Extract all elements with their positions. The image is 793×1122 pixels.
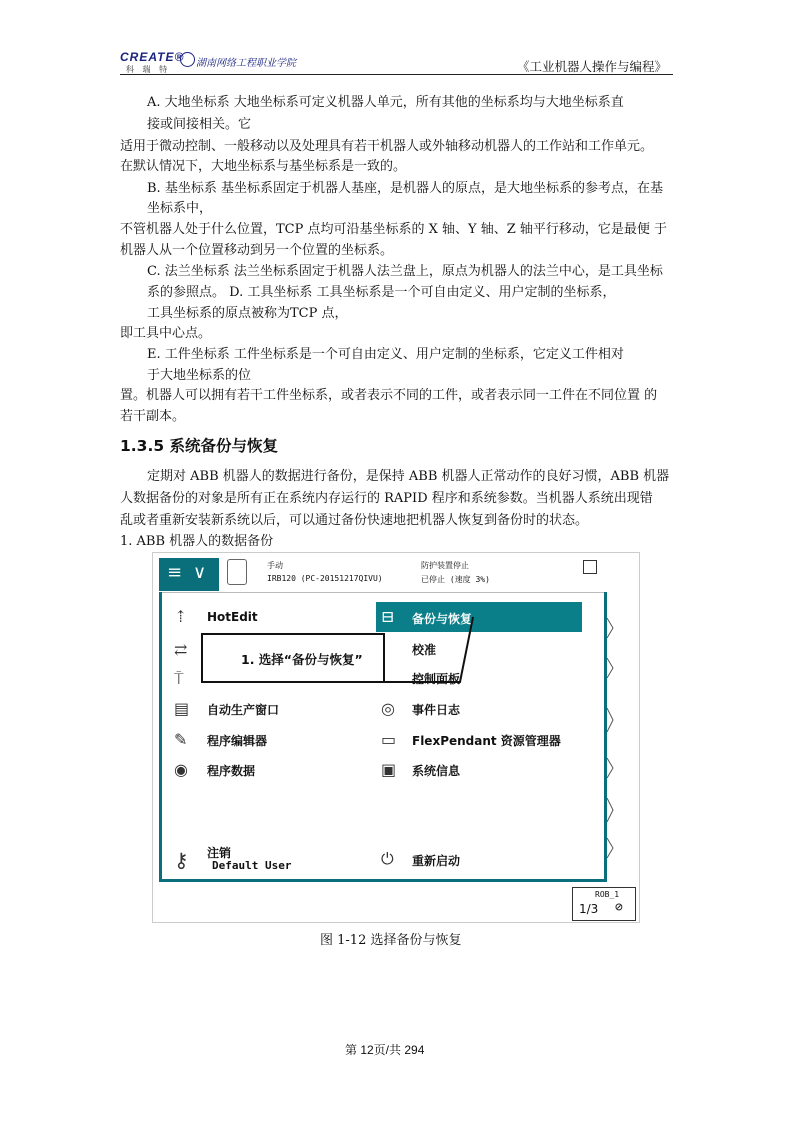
page-footer: 第 12页/共 294 [345, 1043, 425, 1057]
paragraph-line: 不管机器人处于什么位置，TCP 点均可沿基坐标系的 X 轴、Y 轴、Z 轴平行移动，它是最便 于 [120, 222, 668, 237]
paragraph-line: 接或间接相关。它 [147, 117, 252, 132]
paragraph-line: E. 工件坐标系 工件坐标系是一个可自由定义、用户定制的坐标系，它定义工件相对 [147, 347, 624, 362]
menu-item-backup-restore[interactable]: 备份与恢复 [412, 612, 473, 626]
rob-label: ROB_1 [595, 890, 620, 899]
status-guard: 防护装置停止 [421, 561, 469, 570]
chevron-down-icon: ∨ [193, 562, 207, 583]
school-name: 湖南网络工程职业学院 [196, 58, 296, 69]
menu-item-program-data[interactable]: 程序数据 [207, 764, 256, 778]
status-bar [159, 556, 607, 593]
paragraph-line: 定期对 ABB 机器人的数据进行备份，是保持 ABB 机器人正常动作的良好习惯，ABB 机器 [147, 469, 670, 484]
close-icon[interactable] [583, 560, 597, 574]
program-data-icon: ◉ [174, 760, 188, 779]
folder-icon: ▭ [381, 730, 397, 749]
event-log-icon: ◎ [381, 699, 395, 718]
book-title: 《工业机器人操作与编程》 [516, 59, 667, 74]
status-state: 已停止 (速度 3%) [421, 575, 490, 584]
backup-restore-icon: ⊟ [381, 607, 395, 626]
menu-icon: ≡ [167, 562, 183, 583]
create-logo: CREATE® [120, 50, 185, 64]
paragraph-line: 若干副本。 [120, 409, 186, 424]
menu-item-program-editor[interactable]: 程序编辑器 [207, 734, 268, 748]
paragraph-line: 乱或者重新安装新系统以后，可以通过备份快速地把机器人恢复到备份时的状态。 [120, 513, 589, 528]
paragraph-line: 即工具中心点。 [120, 326, 212, 341]
page-indicator: 1/3 [579, 902, 599, 916]
paragraph-line: 置。机器人可以拥有若干工件坐标系，或者表示不同的工件，或者表示同一工件在不同位置 的 [120, 388, 658, 403]
logout-label[interactable]: 注销 [207, 846, 232, 860]
restart-button[interactable]: 重新启动 [412, 854, 461, 868]
paragraph-line: 坐标系中， [147, 201, 213, 216]
logout-user: Default User [212, 859, 292, 872]
paragraph-line: 适用于微动控制、一般移动以及处理具有若干机器人或外轴移动机器人的工作站和工作单元。 [120, 139, 654, 154]
paragraph-line: A. 大地坐标系 大地坐标系可定义机器人单元，所有其他的坐标系均与大地坐标系直 [147, 95, 624, 110]
power-icon: ⏻ [381, 849, 394, 868]
menu-item-event-log[interactable]: 事件日志 [412, 703, 461, 717]
status-mode: 手动 [267, 561, 283, 570]
edge-decoration [604, 598, 618, 898]
annotation-callout [201, 633, 385, 683]
key-icon: ⚷ [174, 848, 189, 872]
menu-item-calibration[interactable]: 校准 [412, 643, 437, 657]
paragraph-line: 机器人从一个位置移动到另一个位置的坐标系。 [120, 243, 394, 258]
menu-item-production-window[interactable]: 自动生产窗口 [207, 703, 280, 717]
paragraph-line: B. 基坐标系 基坐标系固定于机器人基座，是机器人的原点，是大地坐标系的参考点，在基 [147, 181, 663, 196]
menu-item-flexpendant-explorer[interactable]: FlexPendant 资源管理器 [412, 734, 561, 748]
robot-status-icon [227, 559, 247, 585]
paragraph-line: 系的参照点。 D. 工具坐标系 工具坐标系是一个可自由定义、用户定制的坐标系， [147, 285, 616, 300]
callout-text: 1. 选择“备份与恢复” [241, 652, 363, 667]
callout-pointer [380, 615, 480, 685]
menu-item-control-panel[interactable]: 控制面板 [412, 672, 461, 686]
paragraph-line: 于大地坐标系的位 [147, 368, 252, 383]
program-editor-icon: ✎ [174, 730, 188, 749]
system-info-icon: ▣ [381, 760, 397, 779]
header-rule [120, 74, 673, 75]
production-window-icon: ▤ [174, 699, 190, 718]
inputs-outputs-icon: ⇄ [174, 640, 188, 659]
school-emblem-icon [180, 52, 195, 67]
jogging-icon: ⍑ [174, 669, 184, 688]
list-item: 1. ABB 机器人的数据备份 [120, 534, 274, 549]
paragraph-line: C. 法兰坐标系 法兰坐标系固定于机器人法兰盘上，原点为机器人的法兰中心，是工具坐标 [147, 264, 663, 279]
quickset-icon: ⊘ [615, 900, 623, 915]
paragraph-line: 工具坐标系的原点被称为TCP 点， [147, 306, 348, 321]
menu-item-system-info[interactable]: 系统信息 [412, 764, 461, 778]
status-controller: IRB120 (PC-20151217QIVU) [267, 574, 383, 583]
section-heading: 1.3.5 系统备份与恢复 [120, 437, 279, 455]
abb-menu-button[interactable] [159, 558, 219, 591]
paragraph-line: 人数据备份的对象是所有正在系统内存运行的 RAPID 程序和系统参数。当机器人系统出现错 [120, 491, 653, 506]
create-logo-subtitle: 科 瑞 特 [126, 65, 171, 74]
paragraph-line: 在默认情况下，大地坐标系与基坐标系是一致的。 [120, 159, 407, 174]
menu-item-hotedit[interactable]: HotEdit [207, 610, 258, 624]
figure-caption: 图 1-12 选择备份与恢复 [320, 933, 462, 948]
hotedit-icon: ⇡ [174, 607, 188, 626]
